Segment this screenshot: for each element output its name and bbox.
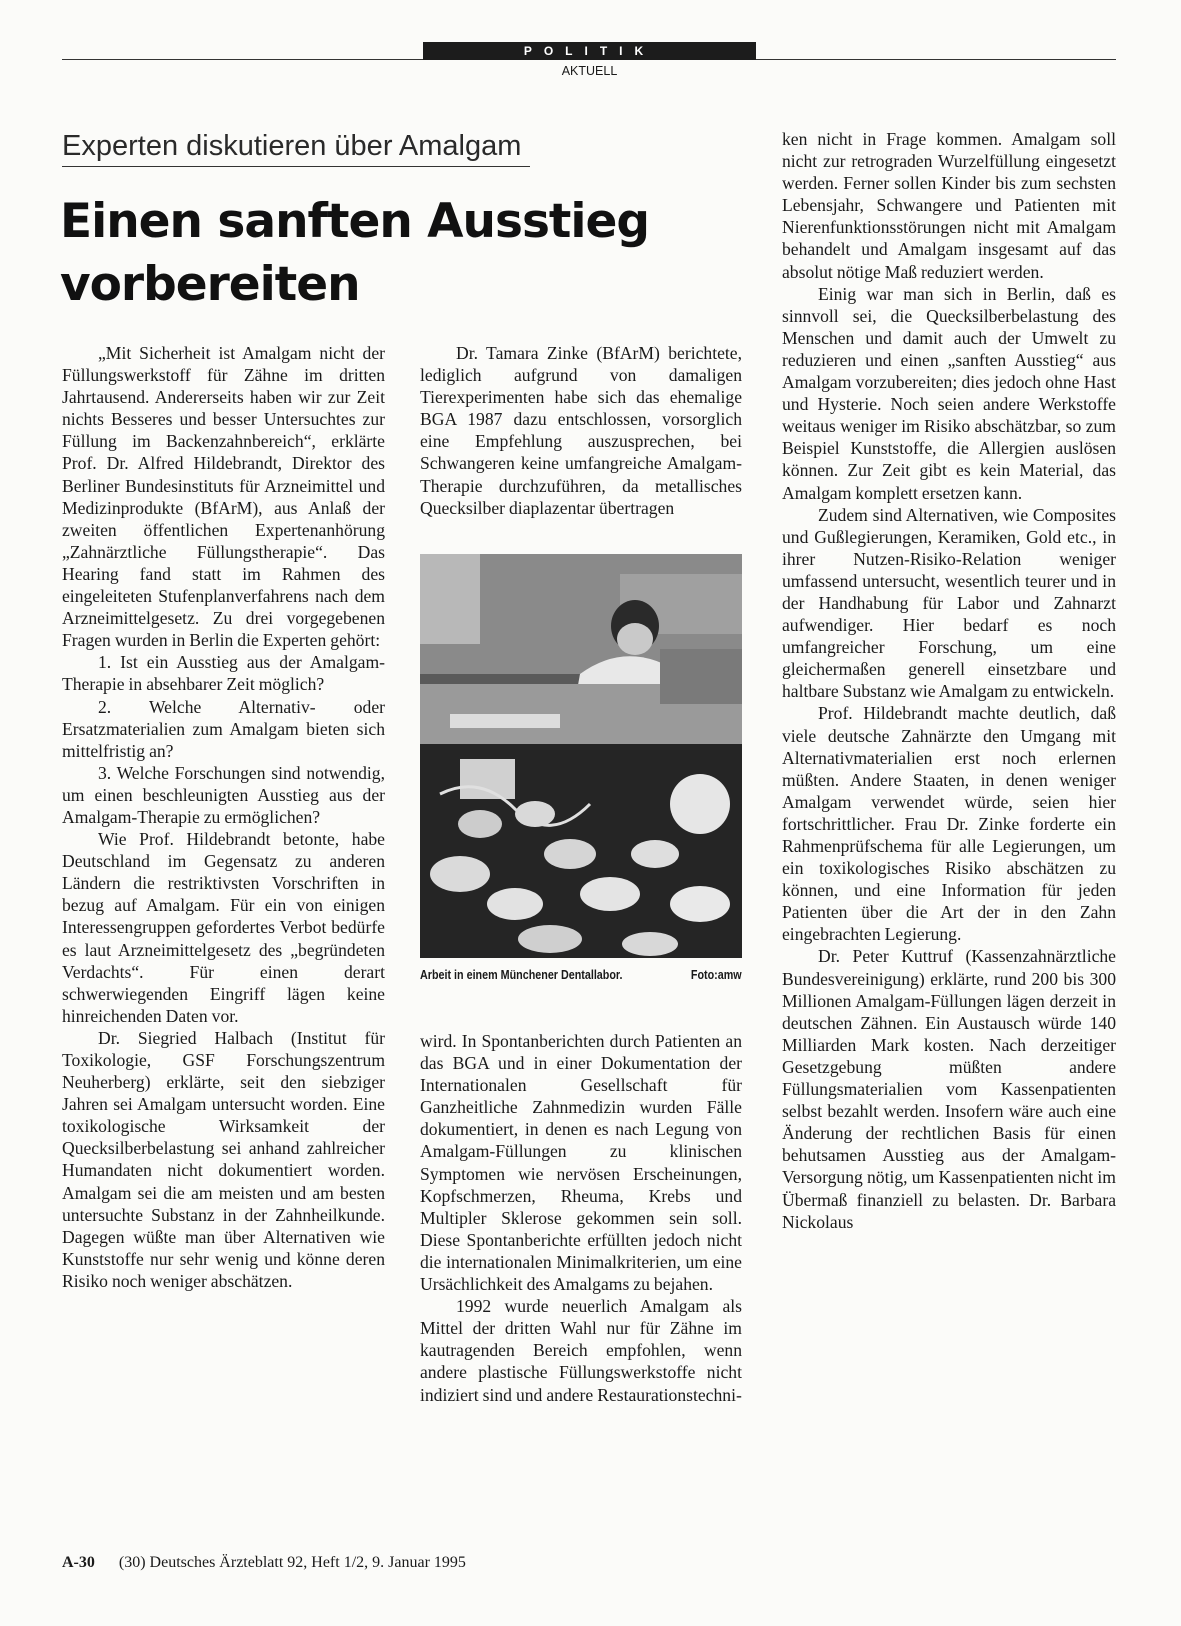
article-kicker: Experten diskutieren über Amalgam bbox=[62, 128, 530, 167]
photo-image bbox=[420, 554, 742, 958]
paragraph: 2. Welche Alternativ- oder Ersatzmaterialien zum Amalgam bieten sich mittelfristig an? bbox=[62, 696, 385, 761]
journal-citation: (30) Deutsches Ärzteblatt 92, Heft 1/2, 9. Januar 1995 bbox=[118, 1554, 466, 1571]
paragraph: 3. Welche Forschungen sind notwendig, um einen beschleunigten Ausstieg aus der Amalgam-Therapie zu ermöglichen? bbox=[62, 762, 385, 827]
article-column-2-bottom bbox=[420, 1030, 742, 1406]
paragraph: Dr. Tamara Zinke (BfArM) berichtete, lediglich aufgrund von damaligen Tierexperimenten habe sich das ehemalige BGA 1987 dazu entschlossen, vorsorglich eine Empfehlung auszusprechen, bei Schwangeren keine umfangreiche Amalgam-Therapie durchzuführen, da metallisches Quecksilber diaplazentar übertragen bbox=[420, 343, 742, 518]
page-number: A-30 bbox=[62, 1554, 95, 1571]
article-headline bbox=[60, 190, 760, 316]
page-footer bbox=[62, 1554, 466, 1572]
paragraph: 1992 wurde neuerlich Amalgam als Mittel der dritten Wahl nur für Zähne im kautragenden Bereich empfohlen, wenn andere plastische Füllungswerkstoffe nicht indiziert sind und andere Restaurationstechni- bbox=[420, 1296, 742, 1405]
paragraph: ken nicht in Frage kommen. Amalgam soll nicht zur retrograden Wurzelfüllung eingesetzt werden. Ferner sollen Kinder bis zum sechsten Lebensjahr, Schwangere und Patienten mit Nierenfunktionsstörungen nicht mit Amalgam behandelt und Amalgam insgesamt auf das absolut nötige Maß reduziert werden. bbox=[782, 129, 1116, 282]
paragraph: wird. In Spontanberichten durch Patienten an das BGA und in einer Dokumentation der Internationalen Gesellschaft für Ganzheitliche Zahnmedizin wurden Fälle dokumentiert, in denen es nach Legung von Amalgam-Füllungen zu klinischen Symptomen wie nervösen Erscheinungen, Kopfschmerzen, Rheuma, Krebs und Multipler Sklerose gekommen sein soll. Diese Spontanberichte erfüllten jedoch nicht die internationalen Minimalkriterien, um eine Ursächlichkeit des Amalgams zu bejahen. bbox=[420, 1031, 742, 1295]
paragraph: Einig war man sich in Berlin, daß es sinnvoll sei, die Quecksilberbelastung des Menschen und damit auch der Umwelt zu reduzieren und einen „sanften Ausstieg“ aus Amalgam vorzubereiten; dies jedoch ohne Hast und Hysterie. Noch seien andere Werkstoffe weitaus weniger im Risiko abschätzbar, so zum Beispiel Kunststoffe, die Allergien auslösen können. Zur Zeit gibt es kein Material, das Amalgam komplett ersetzen kann. bbox=[782, 283, 1116, 503]
paragraph: „Mit Sicherheit ist Amalgam nicht der Füllungswerkstoff für Zähne im dritten Jahrtausend. Andererseits haben wir zur Zeit nichts Besseres und besser Untersuchtes zur Füllung im Backenzahnbereich“, erklärte Prof. Dr. Alfred Hildebrandt, Direktor des Berliner Bundesinstituts für Arzneimittel und Medizinprodukte (BfArM), aus Anlaß der zweiten öffentlichen Expertenanhörung „Zahnärztliche Füllungstherapie“. Das Hearing fand statt im Rahmen des eingeleiteten Stufenplanverfahrens nach dem Arzneimittelgesetz. Zu drei vorgegebenen Fragen wurden in Berlin die Experten gehört: bbox=[62, 343, 385, 651]
paragraph: 1. Ist ein Ausstieg aus der Amalgam-Therapie in absehbarer Zeit möglich? bbox=[62, 652, 385, 695]
article-column-2-top bbox=[420, 342, 742, 519]
section-label: POLITIK bbox=[423, 42, 756, 60]
headline-line-1: Einen sanften Ausstieg bbox=[60, 194, 650, 249]
paragraph: Zudem sind Alternativen, wie Composites und Gußlegierungen, Keramiken, Gold etc., in ihrer Nutzen-Risiko-Relation weniger umfassend untersucht, wesentlich teurer und in der Handhabung für Labor und Zahnarzt aufwendiger. Hier bedarf es noch umfangreicher Forschung, um eine gleichermaßen generell einsetzbare und haltbare Substanz wie Amalgam zu entwickeln. bbox=[782, 504, 1116, 702]
subsection-label: AKTUELL bbox=[561, 64, 618, 78]
article-photo-dental-lab bbox=[420, 554, 742, 958]
article-column-3 bbox=[782, 128, 1116, 1233]
paragraph: Dr. Peter Kuttruf (Kassenzahnärztliche Bundesvereinigung) erklärte, rund 200 bis 300 Millionen Amalgam-Füllungen lägen derzeit in deutschen Zähnen. Ein Austausch würde 140 Milliarden Mark kosten. Nach derzeitiger Gesetzgebung müßten andere Füllungsmaterialien vom Kassenpatienten selbst bezahlt werden. Insofern wäre auch eine Änderung der rechtlichen Basis für einen behutsamen Ausstieg aus der Amalgam-Versorgung nötig, um Kassenpatienten nicht im Übermaß finanziell zu belasten. Dr. Barbara Nickolaus bbox=[782, 946, 1116, 1232]
paragraph: Dr. Siegried Halbach (Institut für Toxikologie, GSF Forschungszentrum Neuherberg) erklärte, seit den siebziger Jahren sei Amalgam untersucht worden. Eine toxikologische Wirksamkeit der Quecksilberbelastung sei anhand zahlreicher Humandaten nicht dokumentiert worden. Amalgam sei die am meisten und am besten untersuchte Substanz in der Zahnheilkunde. Dagegen wüßte man über Alternativen wie Kunststoffe nur sehr wenig und könne deren Risiko noch weniger abschätzen. bbox=[62, 1027, 385, 1291]
article-column-1 bbox=[62, 342, 385, 1292]
paragraph: Prof. Hildebrandt machte deutlich, daß viele deutsche Zahnärzte den Umgang mit Alternativmaterialien erst noch erlernen müßten. Andere Staaten, in denen weniger Amalgam verwendet würde, seien hier fortschrittlicher. Frau Dr. Zinke forderte ein Rahmenprüfschema für alle Legierungen, um ein toxikologisches Risiko abschätzen zu können, und eine Information für jeden Patienten über die Art der in den Zahn eingebrachten Legierung. bbox=[782, 703, 1116, 945]
paragraph: Wie Prof. Hildebrandt betonte, habe Deutschland im Gegensatz zu anderen Ländern die restriktivsten Vorschriften in bezug auf Amalgam. Für ein von einigen Interessengruppen gefordertes Verbot bedürfe es laut Arzneimittelgesetz des „begründeten Verdachts“. Für einen derart schwerwiegenden Eingriff lägen keine hinreichenden Daten vor. bbox=[62, 829, 385, 1026]
photo-credit: Foto:amw bbox=[690, 968, 742, 982]
headline-line-2: vorbereiten bbox=[60, 257, 360, 312]
photo-caption-text: Arbeit in einem Münchener Dentallabor. bbox=[420, 968, 623, 982]
photo-caption bbox=[420, 968, 742, 982]
